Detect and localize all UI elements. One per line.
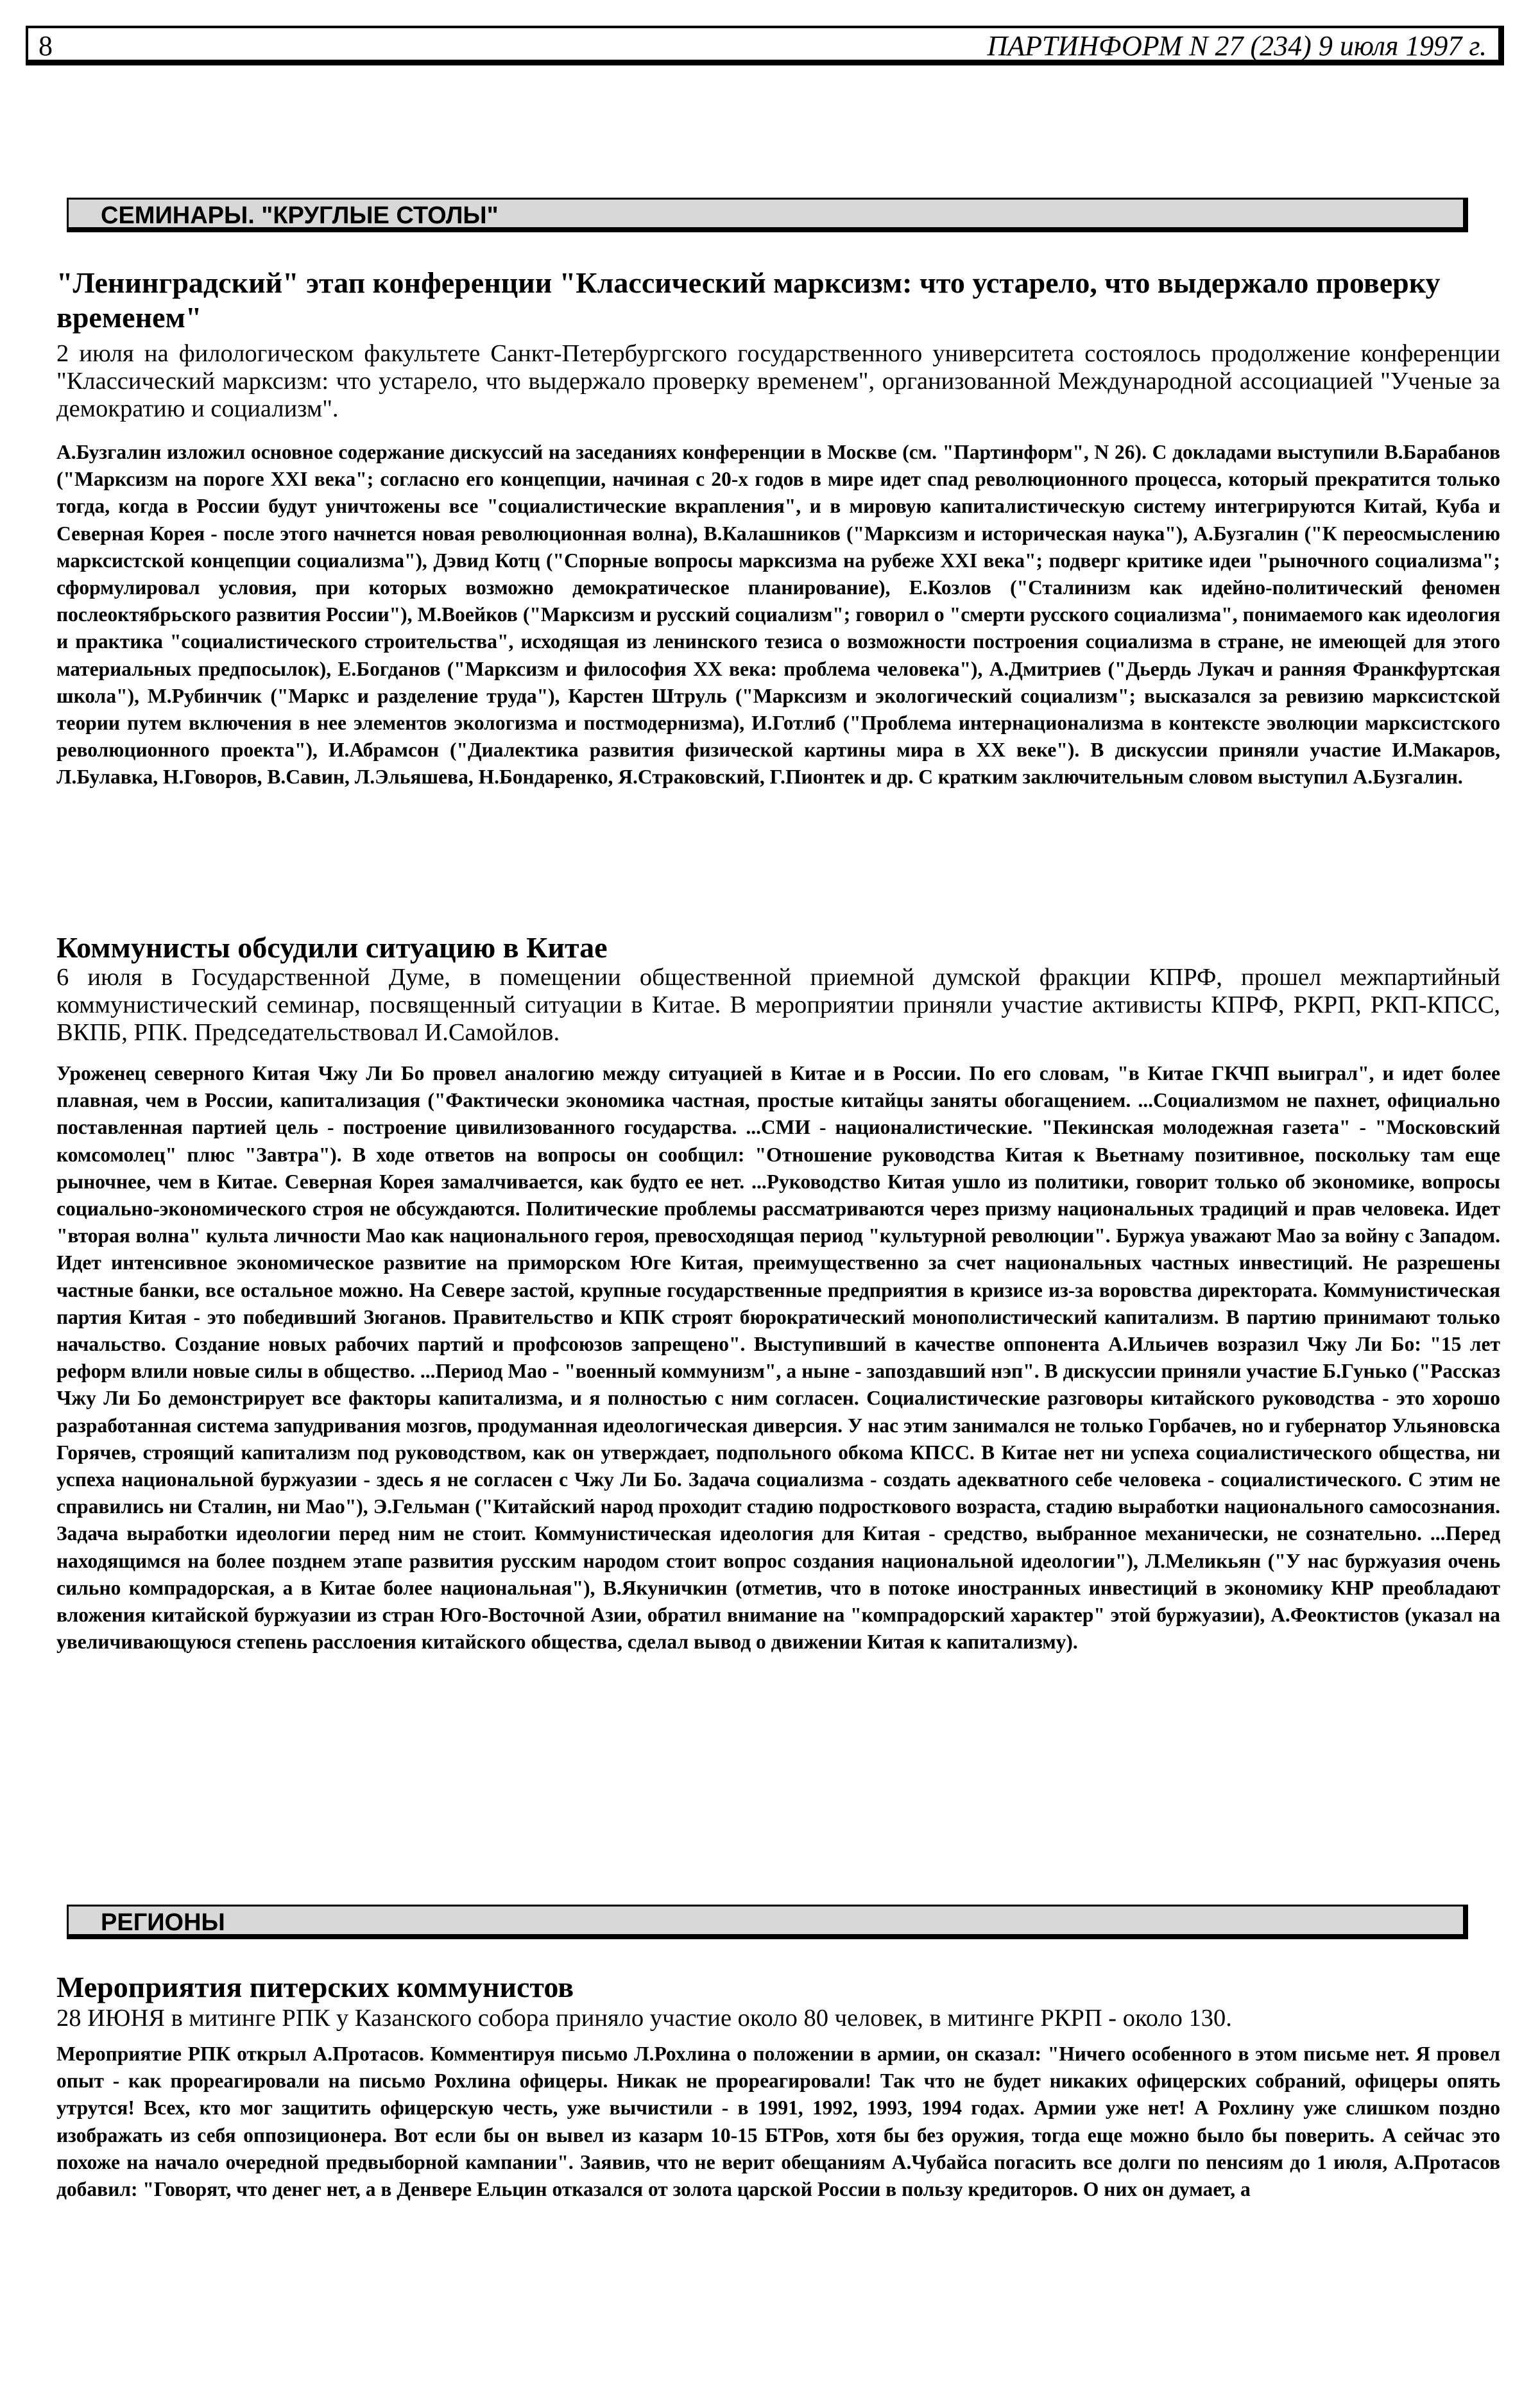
article1-title: "Ленинградский" этап конференции "Классический марксизм: что устарело, что выдержало проверку временем"	[56, 266, 1441, 334]
article3-body: Мероприятие РПК открыл А.Протасов. Комментируя письмо Л.Рохлина о положении в армии, он сказал: "Ничего особенного в этом письме нет. Я провел опыт - как прореагировали на письмо Рохлина офицеры. Никак не прореагировали! Так что не будет никаких офицерских собраний, офицеры опять утрутся! Всех, кто мог защитить офицерскую честь, уже вычистили - в 1991, 1992, 1993, 1994 годах. Армии уже нет! А Рохлину уже слишком поздно изображать из себя оппозиционера. Вот если бы он вывел из казарм 10-15 БТРов, хотя бы без оружия, тогда еще можно было бы поверить. А сейчас это похоже на начало очередной предвыборной кампании". Заявив, что не верит обещаниям А.Чубайса погасить все долги по пенсиям до 1 июля, А.Протасов добавил: "Говорят, что денег нет, а в Денвере Ельцин отказался от золота царской России в пользу кредиторов. О них он думает, а	[56, 2043, 1500, 2201]
article2-body: Уроженец северного Китая Чжу Ли Бо провел аналогию между ситуацией в Китае и в России. По его словам, "в Китае ГКЧП выиграл", и идет более плавная, чем в России, капитализация ("Фактически экономика частная, простые китайцы заняты обогащением. ...Социализмом не пахнет, официально поставленная партией цель - построение цивилизованного государства. ...СМИ - националистические. "Пекинская молодежная газета" - "Московский комсомолец" плюс "Завтра"). В ходе ответов на вопросы он сообщил: "Отношение руководства Китая к Вьетнаму позитивное, поскольку там еще рыночнее, чем в Китае. Северная Корея замалчивается, как будто ее нет. ...Руководство Китая ушло из политики, говорит только об экономике, вопросы социально-экономического строя не обсуждаются. Политические проблемы рассматриваются через призму национальных традиций и прав человека. Идет "вторая волна" культа личности Мао как национального героя, превосходящая период "культурной революции". Буржуа уважают Мао за войну с Западом. Идет интенсивное экономическое развитие на приморском Юге Китая, преимущественно за счет национальных частных инвестиций. Не разрешены частные банки, все остальное можно. На Севере застой, крупные государственные предприятия в кризисе из-за воровства директората. Коммунистическая партия Китая - это победивший Зюганов. Правительство и КПК строят бюрократический монополистический капитализм. В партию принимают только начальство. Создание новых рабочих партий и профсоюзов запрещено". Выступивший в качестве оппонента А.Ильичев возразил Чжу Ли Бо: "15 лет реформ влили новые силы в общество. ...Период Мао - "военный коммунизм", а ныне - запоздавший нэп". В дискуссии приняли участие Б.Гунько ("Рассказ Чжу Ли Бо демонстрирует все факторы капитализма, и я полностью с ним согласен. Социалистические разговоры китайского руководства - это хорошо разработанная система запудривания мозгов, продуманная идеологическая диверсия. У нас этим занимался не только Горбачев, но и губернатор Ульяновска Горячев, строящий капитализм под руководством, как он утверждает, подпольного обкома КПСС. В Китае нет ни успеха социалистического общества, ни успеха национальной буржуазии - здесь я не согласен с Чжу Ли Бо. Задача социализма - создать адекватного себе человека - социалистического. С этим не справились ни Сталин, ни Мао"), Э.Гельман ("Китайский народ проходит стадию подросткового возраста, стадию выработки национального самосознания. Задача выработки идеологии перед ним не стоит. Коммунистическая идеология для Китая - средство, выбранное механически, не сознательно. ...Перед находящимся на более позднем этапе развития русским народом стоит вопрос создания национальной идеологии"), Л.Меликьян ("У нас буржуазия очень сильно компрадорская, а в Китае более национальная"), В.Якуничкин (отметив, что в потоке иностранных инвестиций в экономику КНР преобладают вложения китайской буржуазии из стран Юго-Восточной Азии, обратил внимание на "компрадорский характер" этой буржуазии), А.Феоктистов (указал на увеличивающуюся степень расслоения китайского общества, сделал вывод о движении Китая к капитализму).	[56, 1062, 1500, 1654]
article2-intro: 6 июля в Государственной Думе, в помещении общественной приемной думской фракции КПРФ, прошел межпартийный коммунистический семинар, посвященный ситуации в Китае. В мероприятии приняли участие активисты КПРФ, РКРП, РКП-КПСС, ВКПБ, РПК. Председательствовал И.Самойлов.	[56, 964, 1500, 1046]
page-number: 8	[38, 30, 53, 62]
section-title-regions: РЕГИОНЫ	[101, 1909, 225, 1936]
article1-body: А.Бузгалин изложил основное содержание дискуссий на заседаниях конференции в Москве (см. "Партинформ", N 26). С докладами выступили В.Барабанов ("Марксизм на пороге XXI века"; согласно его концепции, начиная с 20-х годов в мире идет спад революционного процесса, который прекратится только тогда, когда в России будут уничтожены все "социалистические вкрапления", и в мировую капиталистическую систему интегрируются Китай, Куба и Северная Корея - после этого начнется новая революционная волна), В.Калашников ("Марксизм и историческая наука"), А.Бузгалин ("К переосмыслению марксистской концепции социализма"), Дэвид Котц ("Спорные вопросы марксизма на рубеже XXI века"; подверг критике идеи "рыночного социализма"; сформулировал условия, при которых возможно демократическое планирование), Е.Козлов ("Сталинизм как идейно-политический феномен послеоктябрьского развития России"), М.Воейков ("Марксизм и русский социализм"; говорил о "смерти русского социализма", понимаемого как идеология и практика "социалистического строительства", исходящая из ленинского тезиса о возможности построения социализма в стране, не имеющей для этого материальных предпосылок), Е.Богданов ("Марксизм и философия XX века: проблема человека"), А.Дмитриев ("Дьердь Лукач и ранняя Франкфуртская школа"), М.Рубинчик ("Маркс и разделение труда"), Карстен Штруль ("Марксизм и экологический социализм"; высказался за ревизию марксистской теории путем включения в нее элементов экологизма и постмодернизма), И.Готлиб ("Проблема интернационализма в контексте эволюции марксистского революционного проекта"), И.Абрамсон ("Диалектика развития физической картины мира в XX веке"). В дискуссии приняли участие И.Макаров, Л.Булавка, Н.Говоров, В.Савин, Л.Эльяшева, Н.Бондаренко, Я.Страковский, Г.Пионтек и др. С кратким заключительным словом выступил А.Бузгалин.	[56, 441, 1500, 789]
article2-title: Коммунисты обсудили ситуацию в Китае	[56, 931, 608, 964]
section-title-seminars: СЕМИНАРЫ. "КРУГЛЫЕ СТОЛЫ"	[101, 202, 499, 229]
section-bar-seminars	[67, 198, 1468, 232]
article3-intro: 28 ИЮНЯ в митинге РПК у Казанского собора приняло участие около 80 человек, в митинге РКРП - около 130.	[56, 2005, 1232, 2032]
article1-intro: 2 июля на филологическом факультете Санкт-Петербургского государственного университета состоялось продолжение конференции "Классический марксизм: что устарело, что выдержало проверку временем", организованной Международной ассоциацией "Ученые за демократию и социализм".	[56, 340, 1500, 422]
page-header	[26, 26, 1504, 65]
section-bar-regions	[67, 1905, 1468, 1939]
article3-title: Мероприятия питерских коммунистов	[56, 1971, 574, 2003]
issue-line: ПАРТИНФОРМ N 27 (234) 9 июля 1997 г.	[987, 30, 1487, 62]
